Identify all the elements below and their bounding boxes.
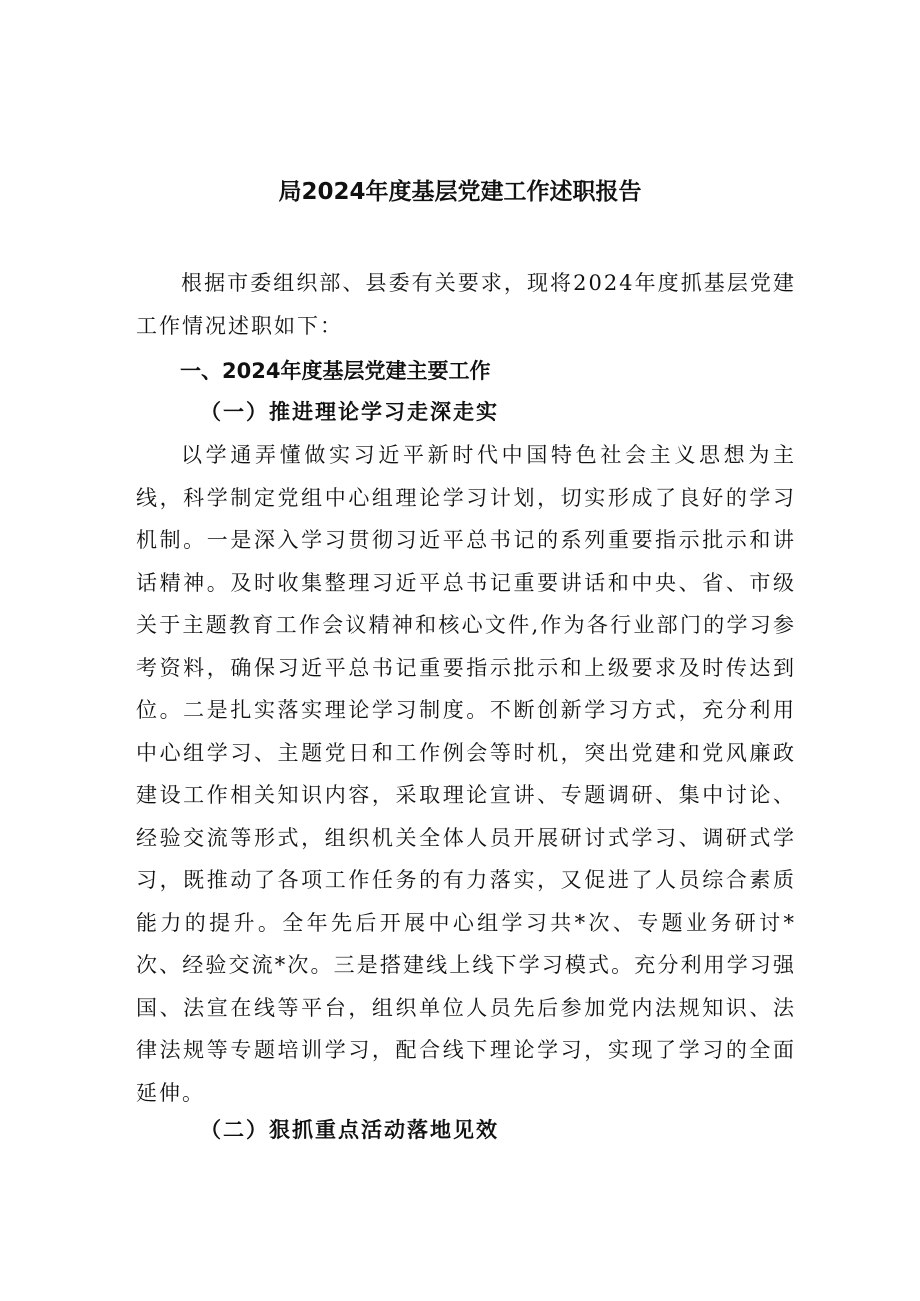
section-heading-1: 一、2024年度基层党建主要工作 [180,359,491,383]
subsection-1-paragraph: 以学通弄懂做实习近平新时代中国特色社会主义思想为主线，科学制定党组中心组理论学习计划，切实形成了良好的学习机制。一是深入学习贯彻习近平总书记的系列重要指示批示和讲话精神。及时收集整理习近平总书记重要讲话和中央、省、市级关于主题教育工作会议精神和核心文件,作为各行业部门的学习参考资料，确保习近平总书记重要指示批示和上级要求及时传达到位。二是扎实落实理论学习制度。不断创新学习方式，充分利用中心组学习、主题党日和工作例会等时机，突出党建和党风廉政建设工作相关知识内容，采取理论宣讲、专题调研、集中讨论、经验交流等形式，组织机关全体人员开展研讨式学习、调研式学习，既推动了各项工作任务的有力落实，又促进了人员综合素质能力的提升。全年先后开展中心组学习共*次、专题业务研讨*次、经验交流*次。三是搭建线上线下学习模式。充分利用学习强国、法宣在线等平台，组织单位人员先后参加党内法规知识、法律法规等专题培训学习，配合线下理论学习，实现了学习的全面延伸。 [136,443,796,1105]
document-title: 局2024年度基层党建工作述职报告 [278,179,642,205]
subsection-heading-1: （一）推进理论学习走深走实 [200,399,499,424]
intro-paragraph: 根据市委组织部、县委有关要求，现将2024年度抓基层党建工作情况述职如下： [136,271,796,338]
subsection-heading-2: （二）狠抓重点活动落地见效 [200,1117,499,1142]
